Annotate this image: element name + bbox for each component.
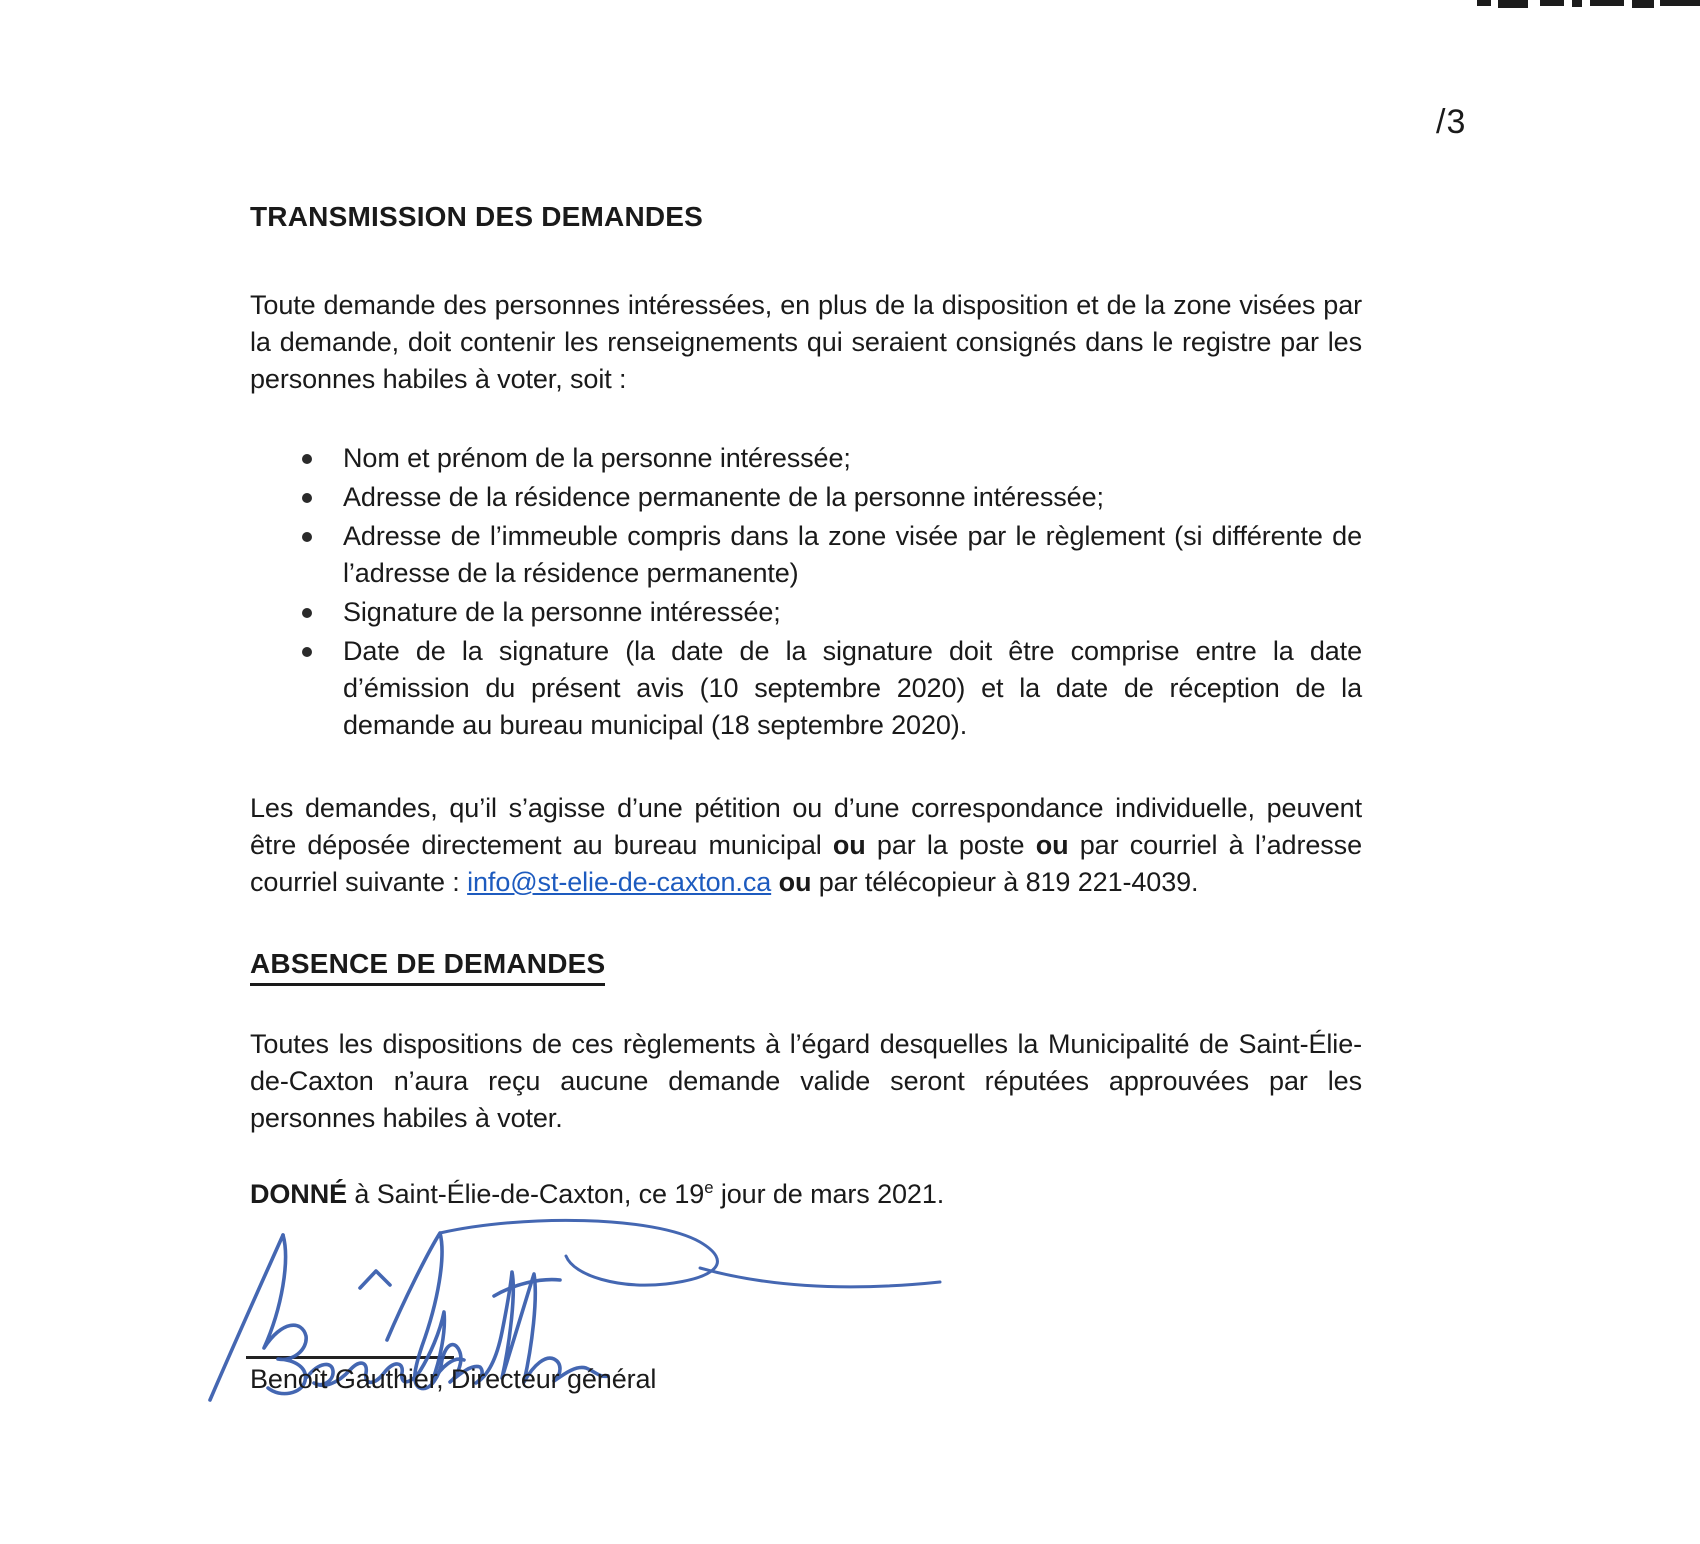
list-item (250, 633, 1362, 744)
bullet-icon (302, 454, 312, 464)
paragraph-donne (250, 1176, 1362, 1213)
text-segment: par courriel à l’adresse courriel suivante : (250, 830, 1362, 897)
list-item-text: Adresse de la résidence permanente de la personne intéressée; (343, 482, 1104, 512)
heading-text: ABSENCE DE DEMANDES (250, 948, 605, 986)
scan-artifact (0, 0, 1700, 12)
list-item (250, 440, 1362, 477)
paragraph-submission-methods (250, 790, 1362, 901)
bullet-icon (302, 647, 312, 657)
list-item (250, 594, 1362, 631)
text-segment (771, 867, 778, 897)
requirements-list (250, 440, 1362, 746)
ordinal-sup: e (704, 1178, 714, 1197)
page-number: /3 (1436, 103, 1467, 141)
bold-ou: ou (832, 830, 866, 860)
list-item-text: Nom et prénom de la personne intéressée; (343, 443, 851, 473)
heading-transmission-des-demandes: TRANSMISSION DES DEMANDES (250, 201, 704, 232)
bullet-icon (302, 532, 312, 542)
signatory-name: Benoît Gauthier, Directeur général (250, 1364, 657, 1394)
list-item (250, 518, 1362, 592)
paragraph-absence: Toutes les dispositions de ces règlements à l’égard desquelles la Municipalité de Saint-Élie-de-Caxton n’aura reçu aucune demande valide seront réputées approuvées par les personnes habiles à voter. (250, 1029, 1362, 1133)
bullet-icon (302, 608, 312, 618)
text-segment: par télécopieur à 819 221-4039. (811, 867, 1199, 897)
text-segment: à Saint-Élie-de-Caxton, ce 19 (347, 1179, 705, 1209)
heading-absence-de-demandes (250, 948, 1362, 986)
paragraph-intro: Toute demande des personnes intéressées, en plus de la disposition et de la zone visées par la demande, doit contenir les renseignements qui seraient consignés dans le registre par les personnes habiles à voter, soit : (250, 290, 1362, 394)
text-segment: Les demandes, qu’il s’agisse d’une pétition ou d’une correspondance individuelle, peuvent être déposée directement au bureau municipal (250, 793, 1362, 860)
text-segment: jour de mars 2021. (713, 1179, 945, 1209)
bullet-icon (302, 493, 312, 503)
email-link[interactable]: info@st-elie-de-caxton.ca (467, 867, 772, 897)
list-item-text: Adresse de l’immeuble compris dans la zone visée par le règlement (si différente de l’adresse de la résidence permanente) (343, 521, 1362, 588)
text-segment: par la poste (865, 830, 1036, 860)
donne-bold: DONNÉ (250, 1179, 348, 1209)
bold-ou: ou (778, 867, 812, 897)
bold-ou: ou (1035, 830, 1069, 860)
list-item (250, 479, 1362, 516)
list-item-text: Signature de la personne intéressée; (343, 597, 781, 627)
list-item-text: Date de la signature (la date de la signature doit être comprise entre la date d’émission du présent avis (10 septembre 2020) et la date de réception de la demande au bureau municipal (18 septembre 2020). (343, 636, 1362, 740)
